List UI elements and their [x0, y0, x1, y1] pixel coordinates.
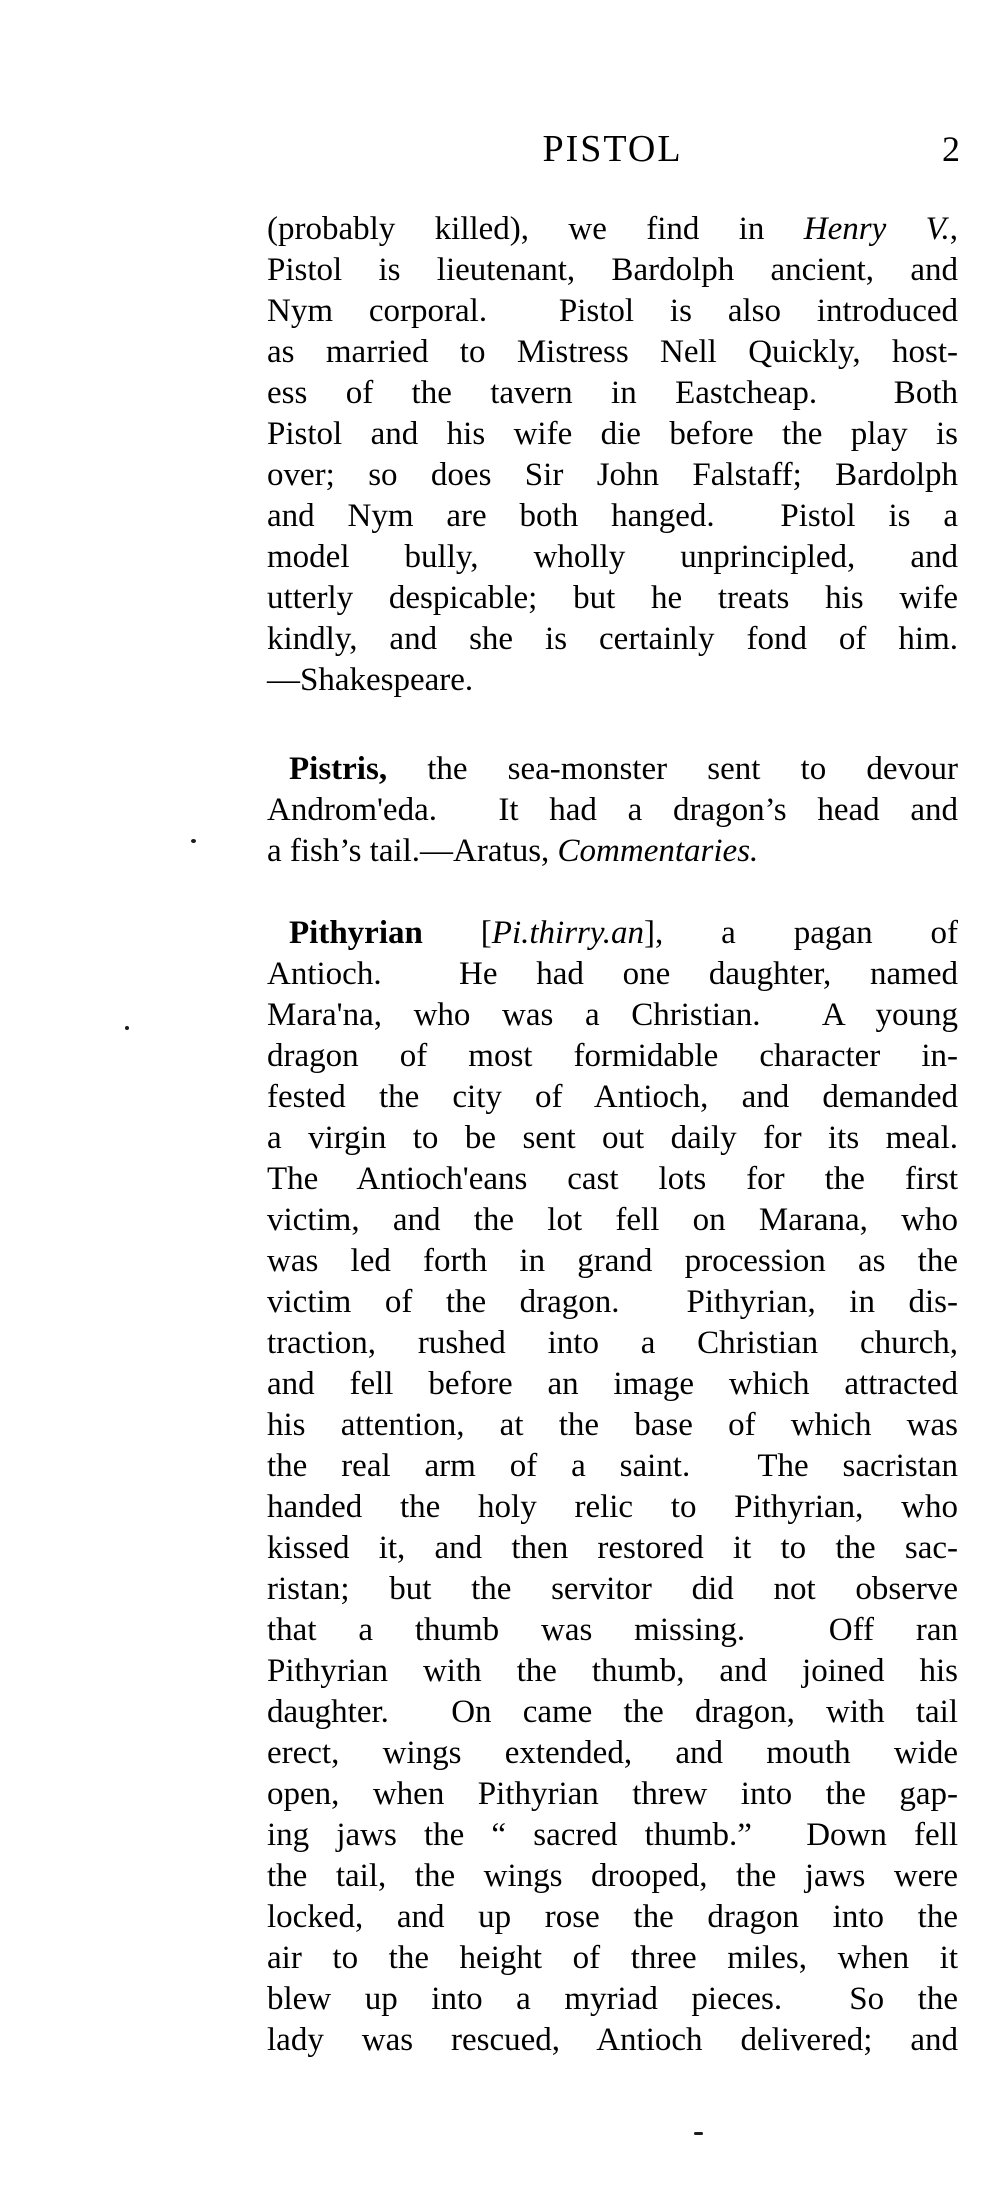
text-line — [267, 790, 958, 831]
entry-pistris — [267, 749, 958, 872]
text-line — [267, 1282, 958, 1323]
text-line — [267, 1200, 958, 1241]
text-segment: daughter. On came the dragon, with tail — [267, 1694, 958, 1730]
text-segment: fested the city of Antioch, and demanded — [267, 1079, 958, 1115]
text-line — [267, 1241, 958, 1282]
text-segment: —Shakespeare. — [267, 662, 474, 698]
text-segment: his attention, at the base of which was — [267, 1407, 958, 1443]
text-line — [267, 1364, 958, 1405]
text-line — [267, 1733, 958, 1774]
text-line — [267, 1610, 958, 1651]
text-line — [267, 496, 958, 537]
text-line — [267, 1651, 958, 1692]
text-segment: Pistol and his wife die before the play is — [267, 416, 958, 452]
entry-pithyrian — [267, 913, 958, 2061]
running-head — [267, 126, 958, 172]
text-line — [267, 954, 958, 995]
scan-speck — [191, 839, 196, 843]
text-line — [267, 537, 958, 578]
text-segment: Commentaries. — [557, 833, 759, 869]
text-line — [267, 291, 958, 332]
text-segment: traction, rushed into a Christian church, — [267, 1325, 958, 1361]
text-segment: Androm'eda. It had a dragon’s head and — [267, 792, 958, 828]
entry-pistol-continued — [267, 209, 958, 701]
text-segment: open, when Pithyrian threw into the gap- — [267, 1776, 958, 1812]
text-segment: erect, wings extended, and mouth wide — [267, 1735, 958, 1771]
text-line — [267, 1528, 958, 1569]
text-line — [267, 995, 958, 1036]
text-segment: the real arm of a saint. The sacristan — [267, 1448, 958, 1484]
text-line — [267, 749, 958, 790]
text-segment: , — [949, 211, 958, 247]
text-line — [267, 1897, 958, 1938]
scan-speck — [694, 2132, 703, 2135]
text-segment: Nym corporal. Pistol is also introduced — [267, 293, 958, 329]
text-segment: Pi.thirry.an — [491, 915, 644, 951]
text-line — [267, 831, 958, 872]
text-segment: ess of the tavern in Eastcheap. Both — [267, 375, 958, 411]
text-segment: victim, and the lot fell on Marana, who — [267, 1202, 958, 1238]
text-segment: and fell before an image which attracted — [267, 1366, 958, 1402]
text-segment: air to the height of three miles, when it — [267, 1940, 958, 1976]
text-line — [267, 2020, 958, 2061]
text-line — [267, 1118, 958, 1159]
text-line — [267, 373, 958, 414]
running-head-title: PISTOL — [542, 128, 683, 170]
text-segment: model bully, wholly unprincipled, and — [267, 539, 958, 575]
text-segment: ristan; but the servitor did not observe — [267, 1571, 958, 1607]
page-number: 2 — [942, 129, 960, 169]
text-segment: as married to Mistress Nell Quickly, host- — [267, 334, 958, 370]
text-segment: blew up into a myriad pieces. So the — [267, 1981, 958, 2017]
text-segment: Pithyrian — [289, 915, 423, 951]
text-line — [267, 1446, 958, 1487]
text-segment: dragon of most formidable character in- — [267, 1038, 958, 1074]
text-line — [267, 1077, 958, 1118]
text-segment: (probably killed), we find in — [267, 211, 804, 247]
text-segment: ], a pagan of — [643, 915, 959, 951]
text-line — [267, 1938, 958, 1979]
text-segment: [ — [422, 915, 492, 951]
text-segment: that a thumb was missing. Off ran — [267, 1612, 958, 1648]
text-segment: lady was rescued, Antioch delivered; and — [267, 2022, 958, 2058]
text-line — [267, 619, 958, 660]
text-segment: locked, and up rose the dragon into the — [267, 1899, 958, 1935]
text-line — [267, 1159, 958, 1200]
text-line — [267, 913, 958, 954]
text-segment: Pistol is lieutenant, Bardolph ancient, and — [267, 252, 958, 288]
text-line — [267, 1979, 958, 2020]
scan-speck — [125, 1026, 129, 1030]
text-segment: Pistris, — [289, 751, 388, 787]
text-line — [267, 1856, 958, 1897]
text-segment: Pithyrian with the thumb, and joined his — [267, 1653, 958, 1689]
text-line — [267, 1692, 958, 1733]
text-line — [267, 250, 958, 291]
text-segment: and Nym are both hanged. Pistol is a — [267, 498, 958, 534]
text-line — [267, 660, 958, 701]
text-segment: Antioch. He had one daughter, named — [267, 956, 958, 992]
text-line — [267, 1487, 958, 1528]
text-segment: kindly, and she is certainly fond of him. — [267, 621, 958, 657]
text-segment: ing jaws the “ sacred thumb.” Down fell — [267, 1817, 958, 1853]
text-line — [267, 414, 958, 455]
text-line — [267, 1815, 958, 1856]
text-line — [267, 1036, 958, 1077]
text-line — [267, 455, 958, 496]
body-text — [267, 209, 958, 2061]
text-line — [267, 1323, 958, 1364]
text-segment: Henry V. — [803, 211, 950, 247]
text-line — [267, 209, 958, 250]
text-segment: The Antioch'eans cast lots for the first — [267, 1161, 958, 1197]
text-segment: the sea-monster sent to devour — [387, 751, 958, 787]
text-line — [267, 578, 958, 619]
text-segment: over; so does Sir John Falstaff; Bardolph — [267, 457, 958, 493]
text-line — [267, 1774, 958, 1815]
text-line — [267, 1569, 958, 1610]
text-segment: handed the holy relic to Pithyrian, who — [267, 1489, 958, 1525]
text-segment: the tail, the wings drooped, the jaws were — [267, 1858, 958, 1894]
text-line — [267, 332, 958, 373]
text-segment: victim of the dragon. Pithyrian, in dis- — [267, 1284, 958, 1320]
text-segment: a virgin to be sent out daily for its meal. — [267, 1120, 958, 1156]
text-segment: kissed it, and then restored it to the sac- — [267, 1530, 958, 1566]
text-segment: was led forth in grand procession as the — [267, 1243, 958, 1279]
text-segment: utterly despicable; but he treats his wife — [267, 580, 958, 616]
text-segment: a fish’s tail.—Aratus, — [267, 833, 558, 869]
text-segment: Mara'na, who was a Christian. A young — [267, 997, 958, 1033]
text-line — [267, 1405, 958, 1446]
